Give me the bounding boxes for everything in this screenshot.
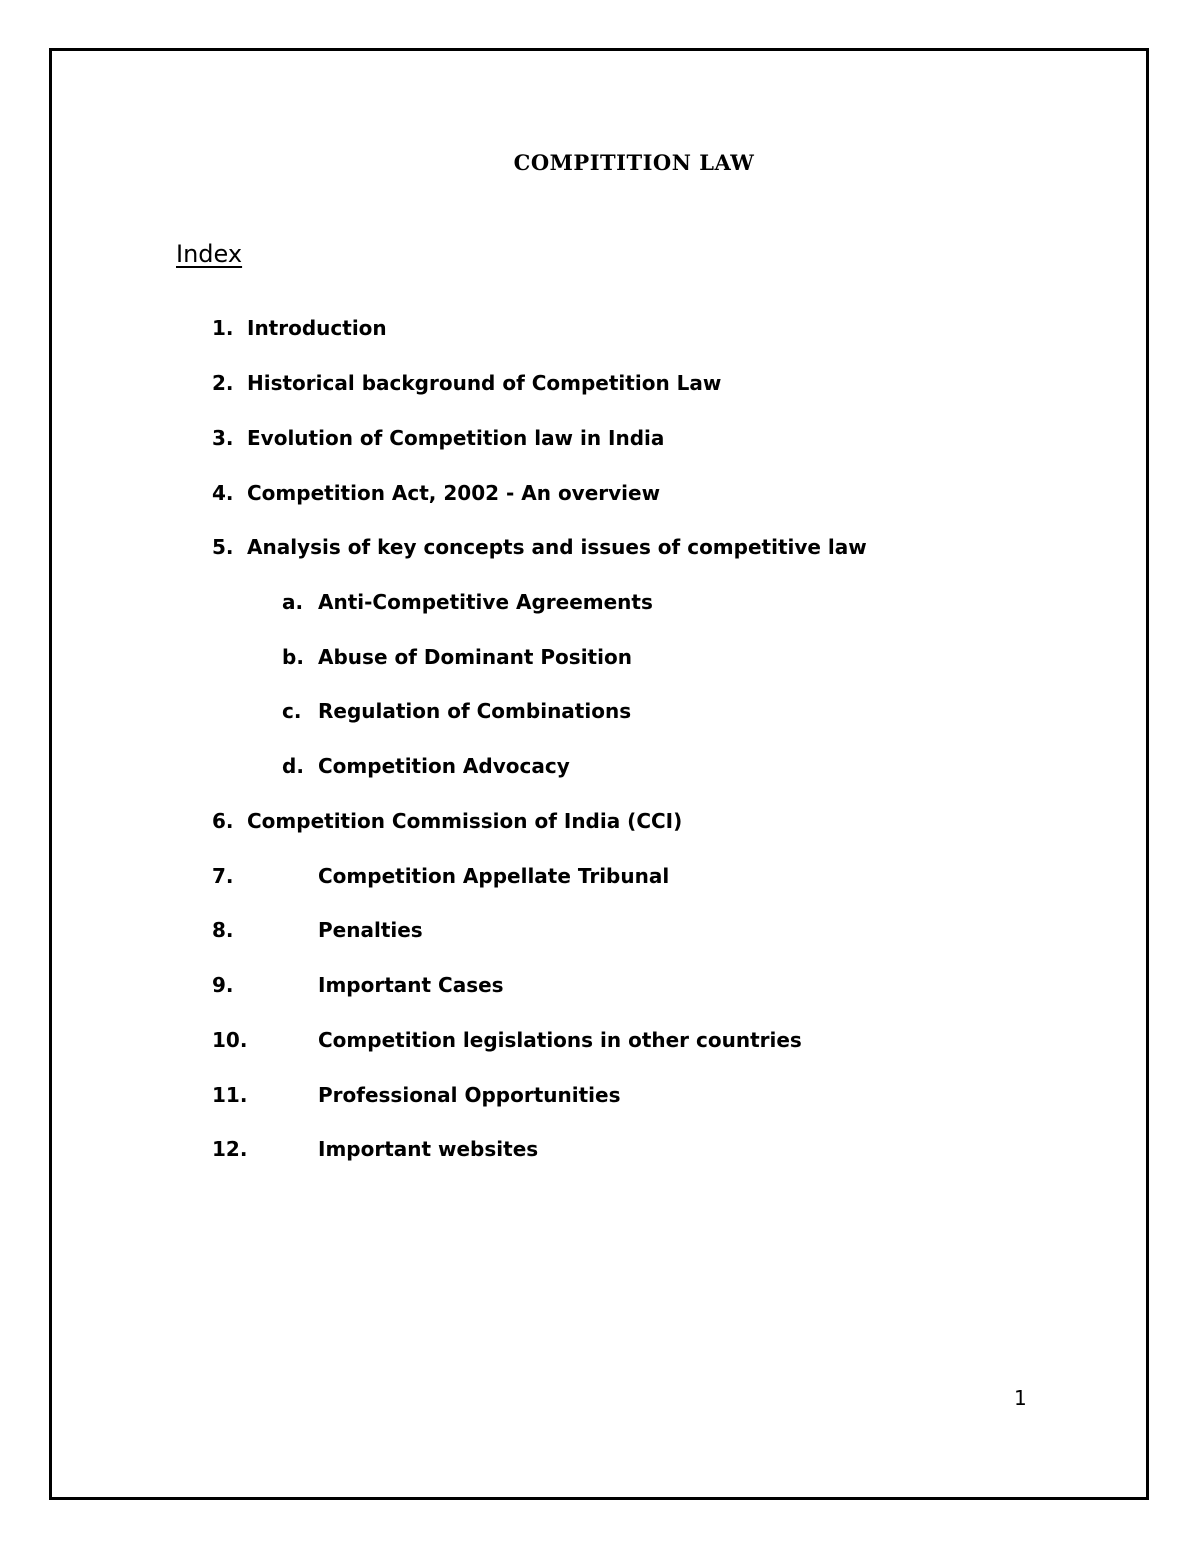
toc-item-label: Introduction (247, 316, 387, 340)
toc-subitem-b (282, 645, 882, 671)
toc-item-12 (212, 1137, 912, 1163)
toc-item-10 (212, 1028, 912, 1054)
toc-item-label: Anti-Competitive Agreements (318, 590, 653, 614)
toc-item-5 (212, 535, 912, 561)
toc-item-2 (212, 371, 912, 397)
toc-item-label: Competition legislations in other countries (318, 1028, 802, 1052)
toc-item-label: Competition Act, 2002 - An overview (247, 481, 661, 505)
toc-item-11 (212, 1083, 912, 1109)
toc-item-label: Competition Appellate Tribunal (318, 864, 670, 888)
toc-item-label: Competition Advocacy (318, 754, 570, 778)
toc-item-label: Historical background of Competition Law (247, 371, 722, 395)
toc-item-6 (212, 809, 912, 835)
toc-item-7 (212, 864, 912, 890)
toc-item-label: Analysis of key concepts and issues of competitive law (247, 535, 867, 559)
toc-item-label: Regulation of Combinations (318, 699, 632, 723)
toc-item-label: Evolution of Competition law in India (247, 426, 665, 450)
toc-item-number: 5. (212, 535, 234, 559)
toc-item-number: 3. (212, 426, 234, 450)
toc-item-number: 12. (212, 1137, 248, 1161)
toc-item-number: 4. (212, 481, 234, 505)
toc-item-number: d. (282, 754, 304, 778)
toc-item-9 (212, 973, 912, 999)
toc-subitem-d (282, 754, 882, 780)
toc-item-label: Professional Opportunities (318, 1083, 621, 1107)
document-title: COMPITITION LAW (513, 150, 755, 175)
toc-item-number: 9. (212, 973, 234, 997)
toc-subitem-a (282, 590, 882, 616)
toc-item-label: Abuse of Dominant Position (318, 645, 632, 669)
page-number: 1 (1014, 1386, 1027, 1410)
toc-item-number: 2. (212, 371, 234, 395)
toc-item-number: 1. (212, 316, 234, 340)
toc-item-number: 6. (212, 809, 234, 833)
index-heading: Index (176, 240, 243, 268)
toc-item-number: a. (282, 590, 304, 614)
toc-item-1 (212, 316, 912, 342)
toc-item-8 (212, 918, 912, 944)
toc-item-label: Important Cases (318, 973, 504, 997)
toc-item-3 (212, 426, 912, 452)
toc-item-number: b. (282, 645, 304, 669)
toc-item-number: 10. (212, 1028, 248, 1052)
toc-item-number: 7. (212, 864, 234, 888)
toc-item-label: Competition Commission of India (CCI) (247, 809, 683, 833)
toc-item-label: Important websites (318, 1137, 539, 1161)
toc-item-number: 11. (212, 1083, 248, 1107)
toc-item-number: 8. (212, 918, 234, 942)
toc-item-label: Penalties (318, 918, 423, 942)
toc-item-number: c. (282, 699, 302, 723)
toc-subitem-c (282, 699, 882, 725)
toc-item-4 (212, 481, 912, 507)
